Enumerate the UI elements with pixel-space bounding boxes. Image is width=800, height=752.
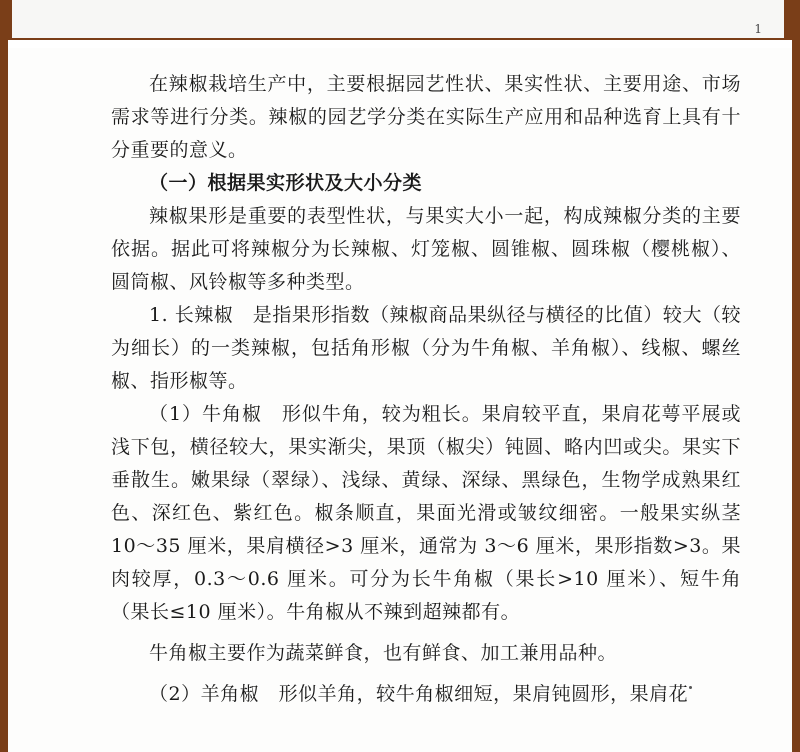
- previous-page-strip: [12, 0, 784, 38]
- body-text: [111, 68, 741, 711]
- paragraph-goat-horn-pepper: （2）羊角椒 形似羊角，较牛角椒细短，果肩钝圆形，果肩花: [149, 683, 689, 705]
- page-sheet: [8, 48, 792, 752]
- paragraph-intro: 在辣椒栽培生产中，主要根据园艺性状、果实性状、主要用途、市场需求等进行分类。辣椒的园艺学分类在实际生产应用和品种选育上具有十分重要的意义。: [111, 73, 741, 161]
- paragraph-fruit-shape: 辣椒果形是重要的表型性状，与果实大小一起，构成辣椒分类的主要依据。据此可将辣椒分为长辣椒、灯笼椒、圆锥椒、圆珠椒（樱桃椒）、圆筒椒、风铃椒等多种类型。: [111, 205, 741, 293]
- section-heading: （一）根据果实形状及大小分类: [149, 172, 423, 194]
- paragraph-ox-horn-pepper: （1）牛角椒 形似牛角，较为粗长。果肩较平直，果肩花萼平展或浅下包，横径较大，果实渐尖，果顶（椒尖）钝圆、略内凹或尖。果实下垂散生。嫩果绿（翠绿）、浅绿、黄绿、深绿、黑绿色，生物学成熟果红色、深红色、紫红色。椒条顺直，果面光滑或皱纹细密。一般果实纵茎 10～35 厘米，果肩横径>3 厘米，通常为 3～6 厘米，果形指数>3。果肉较厚，0.3～0.6 厘米。可分为长牛角椒（果长>10 厘米）、短牛角（果长≤10 厘米）。牛角椒从不辣到超辣都有。: [111, 403, 741, 623]
- paragraph-ox-horn-usage: 牛角椒主要作为蔬菜鲜食，也有鲜食、加工兼用品种。: [149, 642, 618, 664]
- corner-page-mark: 1: [754, 22, 762, 36]
- right-frame-border: [792, 40, 800, 752]
- paragraph-gap: [111, 629, 741, 637]
- paper-speck: [689, 686, 692, 689]
- left-frame-border: [0, 40, 8, 752]
- paragraph-gap: [111, 670, 741, 678]
- paragraph-long-pepper: 1. 长辣椒 是指果形指数（辣椒商品果纵径与横径的比值）较大（较为细长）的一类辣椒，包括角形椒（分为牛角椒、羊角椒）、线椒、螺丝椒、指形椒等。: [111, 304, 741, 392]
- top-frame-band: [0, 0, 800, 40]
